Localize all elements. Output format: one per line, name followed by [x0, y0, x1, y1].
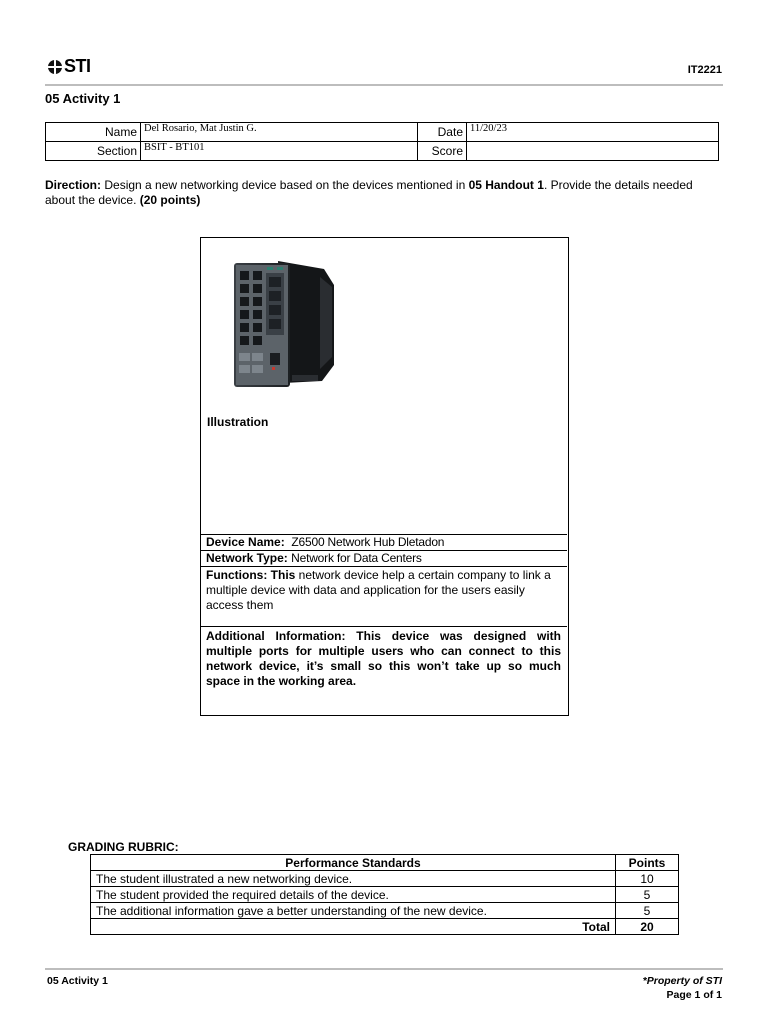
date-label: Date — [418, 123, 467, 142]
direction-points: (20 points) — [139, 193, 201, 207]
course-code: IT2221 — [687, 64, 722, 76]
table-row — [91, 871, 679, 887]
direction-text — [45, 178, 725, 208]
device-name-label: Device Name: — [206, 535, 285, 549]
device-name-row — [200, 534, 567, 550]
table-row — [91, 887, 679, 903]
name-label: Name — [46, 123, 141, 142]
sti-logo — [48, 56, 91, 77]
additional-info-row — [200, 626, 567, 686]
logo-text: STI — [64, 56, 91, 76]
footer-divider — [45, 968, 723, 970]
network-type-row — [200, 550, 567, 566]
header-divider — [45, 84, 723, 86]
page-title: 05 Activity 1 — [45, 91, 121, 106]
footer-page-number: Page 1 of 1 — [666, 989, 722, 1001]
direction-text-2: . Provide the details needed about the device. — [45, 178, 693, 207]
section-value: BSIT - BT101 — [141, 142, 418, 161]
points-cell: 5 — [616, 903, 679, 919]
functions-label: Functions: This — [206, 568, 296, 582]
table-row — [91, 903, 679, 919]
additional-info-text: Additional Information: This device was designed with multiple ports for multiple users who can connect to this network device, it’s small so this won’t take up so much space in the working area. — [206, 629, 561, 688]
globe-icon — [48, 60, 62, 74]
standard-cell: The additional information gave a better understanding of the new device. — [91, 903, 616, 919]
standards-header: Performance Standards — [91, 855, 616, 871]
total-row — [91, 919, 679, 935]
footer-property: *Property of STI — [642, 975, 722, 987]
points-header: Points — [616, 855, 679, 871]
score-label: Score — [418, 142, 467, 161]
standard-cell: The student illustrated a new networking device. — [91, 871, 616, 887]
rubric-title: GRADING RUBRIC: — [68, 840, 179, 854]
section-label: Section — [46, 142, 141, 161]
footer-title: 05 Activity 1 — [47, 975, 108, 987]
total-value: 20 — [616, 919, 679, 935]
functions-row — [200, 566, 567, 626]
points-cell: 5 — [616, 887, 679, 903]
illustration-label: Illustration — [207, 415, 269, 429]
date-value: 11/20/23 — [467, 123, 719, 142]
network-switch-image — [232, 257, 348, 389]
handout-ref: 05 Handout 1 — [468, 178, 544, 192]
direction-text-1: Design a new networking device based on the devices mentioned in — [101, 178, 469, 192]
standard-cell: The student provided the required details of the device. — [91, 887, 616, 903]
functions-value: network device help a certain company to link a multiple device with data and application for the users easily access them — [206, 568, 551, 612]
direction-label: Direction: — [45, 178, 102, 192]
network-type-label: Network Type: — [206, 551, 288, 565]
score-value — [467, 142, 719, 161]
grading-rubric-table — [90, 854, 679, 935]
name-value: Del Rosario, Mat Justin G. — [141, 123, 418, 142]
device-name-value: Z6500 Network Hub Dletadon — [291, 535, 445, 549]
student-info-table — [45, 122, 719, 161]
total-label: Total — [91, 919, 616, 935]
network-type-value: Network for Data Centers — [291, 551, 422, 565]
points-cell: 10 — [616, 871, 679, 887]
